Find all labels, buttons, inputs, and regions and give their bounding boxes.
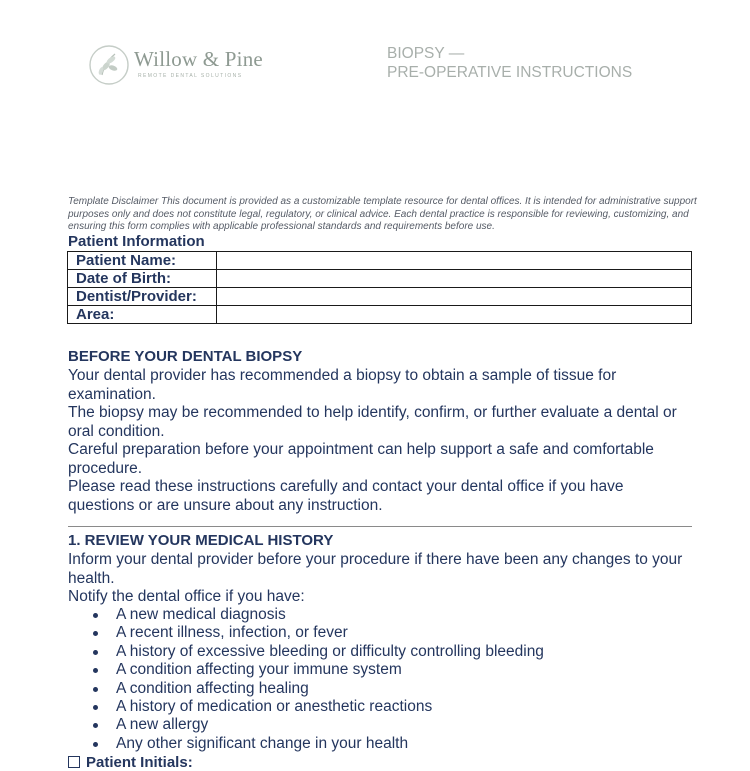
medical-history-heading: 1. REVIEW YOUR MEDICAL HISTORY — [68, 532, 334, 549]
bullet-icon — [93, 650, 98, 655]
notify-office-text: Notify the dental office if you have: — [68, 588, 305, 605]
before-paragraph: Please read these instructions carefully and contact your dental office if you have questions or are unsure about any instruction. — [68, 478, 624, 514]
area-field[interactable] — [217, 306, 692, 324]
section-divider — [68, 526, 692, 527]
bullet-icon — [93, 742, 98, 747]
bullet-icon — [93, 705, 98, 710]
medical-history-intro: Inform your dental provider before your procedure if there have been any changes to your health. — [68, 551, 683, 587]
list-item: A condition affecting your immune system — [68, 661, 688, 679]
list-item: A new medical diagnosis — [68, 606, 688, 624]
medical-history-list — [68, 606, 688, 753]
area-label: Area: — [68, 306, 217, 324]
template-disclaimer: Template Disclaimer This document is provided as a customizable template resource for dental offices. It is intended for administrative support purposes only and does not constitute legal, regulatory, or clinical advice. Each dental practice is responsible for reviewing, customizing, and ensuring this form complies with applicable professional standards and requirements before use. — [68, 196, 697, 233]
date-of-birth-label: Date of Birth: — [68, 270, 217, 288]
list-item: A condition affecting healing — [68, 680, 688, 698]
bullet-icon — [93, 723, 98, 728]
document-title — [387, 44, 632, 82]
bullet-icon — [93, 631, 98, 636]
before-biopsy-heading: BEFORE YOUR DENTAL BIOPSY — [68, 348, 303, 365]
bullet-icon — [93, 687, 98, 692]
bullet-icon — [93, 613, 98, 618]
table-row — [68, 252, 692, 270]
list-item: Any other significant change in your health — [68, 735, 688, 753]
initials-checkbox[interactable] — [68, 756, 80, 768]
patient-name-field[interactable] — [217, 252, 692, 270]
logo-name: Willow & Pine — [134, 47, 263, 71]
table-row — [68, 306, 692, 324]
document-title-line-2: PRE-OPERATIVE INSTRUCTIONS — [387, 64, 633, 81]
patient-initials-row — [68, 754, 193, 771]
before-paragraph: The biopsy may be recommended to help identify, confirm, or further evaluate a dental or oral condition. — [68, 404, 677, 440]
before-biopsy-text — [68, 367, 688, 515]
list-item: A recent illness, infection, or fever — [68, 624, 688, 642]
patient-info-heading: Patient Information — [68, 233, 205, 250]
bullet-icon — [93, 668, 98, 673]
dentist-provider-label: Dentist/Provider: — [68, 288, 217, 306]
table-row — [68, 288, 692, 306]
before-paragraph: Careful preparation before your appointment can help support a safe and comfortable procedure. — [68, 441, 654, 477]
logo — [88, 44, 278, 86]
table-row — [68, 270, 692, 288]
patient-info-table — [67, 251, 692, 324]
list-item: A new allergy — [68, 716, 688, 734]
medical-history-text — [68, 551, 688, 607]
list-item: A history of excessive bleeding or difficulty controlling bleeding — [68, 643, 688, 661]
patient-initials-label: Patient Initials: — [86, 754, 193, 771]
dentist-provider-field[interactable] — [217, 288, 692, 306]
patient-name-label: Patient Name: — [68, 252, 217, 270]
before-paragraph: Your dental provider has recommended a biopsy to obtain a sample of tissue for examination. — [68, 367, 617, 403]
list-item: A history of medication or anesthetic reactions — [68, 698, 688, 716]
date-of-birth-field[interactable] — [217, 270, 692, 288]
logo-tagline: REMOTE DENTAL SOLUTIONS — [138, 73, 243, 79]
leaf-wreath-icon — [88, 44, 132, 86]
document-title-line-1: BIOPSY — — [387, 45, 465, 62]
